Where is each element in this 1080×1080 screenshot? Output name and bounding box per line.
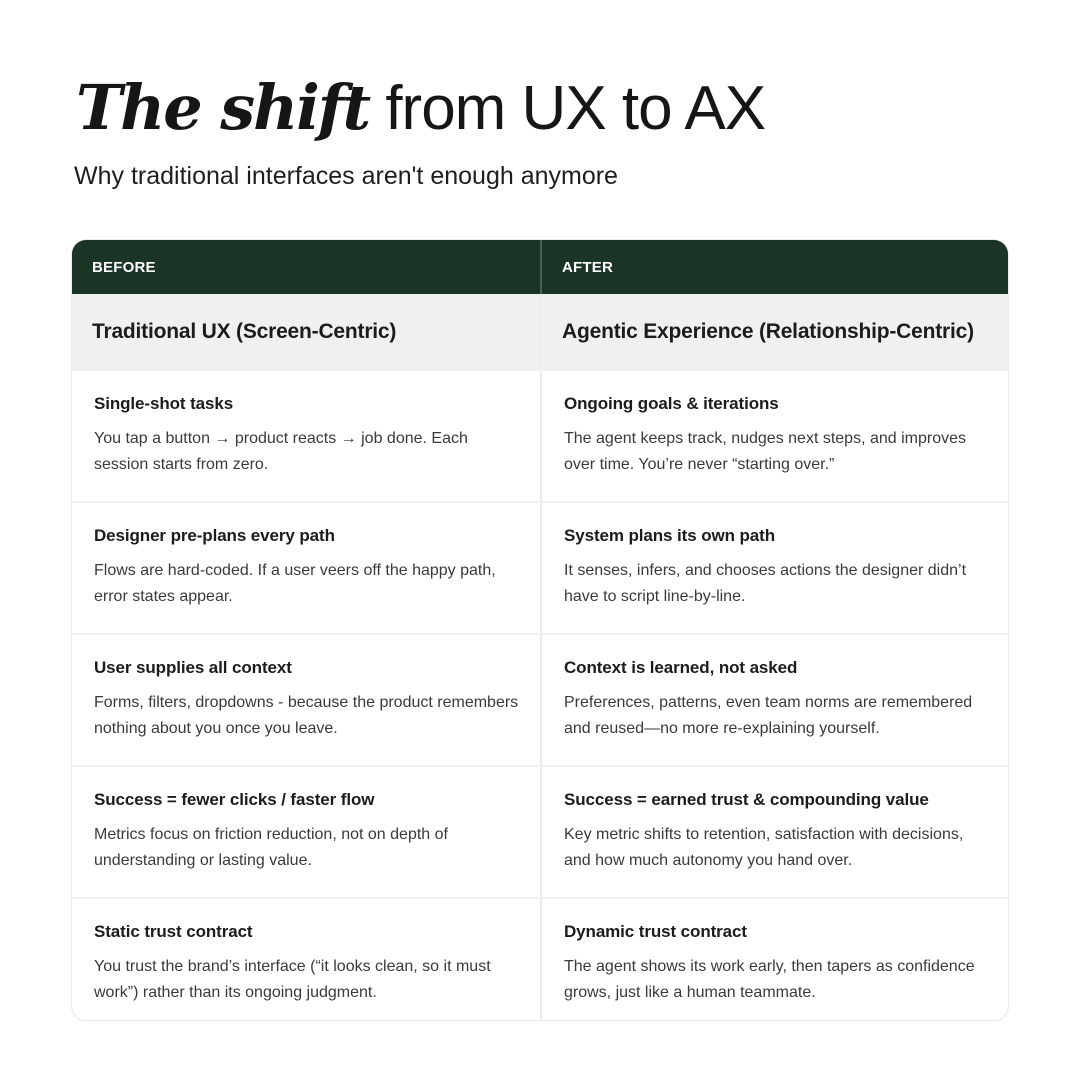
comparison-table xyxy=(72,240,1008,1020)
table-row xyxy=(72,369,1008,501)
cell-text: Flows are hard-coded. If a user veers off the happy path, error states appear. xyxy=(94,562,496,605)
after-column-title: Agentic Experience (Relationship-Centric) xyxy=(540,294,1008,369)
cell-title: Static trust contract xyxy=(94,922,253,941)
cell-title: User supplies all context xyxy=(94,658,292,677)
before-column-title: Traditional UX (Screen-Centric) xyxy=(92,319,397,343)
table-row xyxy=(72,765,1008,897)
table-row xyxy=(72,633,1008,765)
cell-text: Preferences, patterns, even team norms are remembered and reused—no more re-explaining yourself. xyxy=(564,694,973,737)
cell-text: Metrics focus on friction reduction, not on depth of understanding or lasting value. xyxy=(94,826,448,869)
page-subtitle: Why traditional interfaces aren't enough anymore xyxy=(74,162,618,190)
cell-text: The agent shows its work early, then tapers as confidence grows, just like a human teammate. xyxy=(564,958,975,1001)
after-label: AFTER xyxy=(540,240,1008,294)
before-label: BEFORE xyxy=(92,258,156,276)
cell-text: It senses, infers, and chooses actions the designer didn’t have to script line-by-line. xyxy=(564,562,967,605)
column-title-row xyxy=(72,294,1008,369)
cell-text: Forms, filters, dropdowns - because the product remembers nothing about you once you leave. xyxy=(94,694,519,737)
before-cell xyxy=(72,899,540,1020)
after-cell xyxy=(540,899,1008,1020)
page-title xyxy=(76,72,765,145)
cell-text: The agent keeps track, nudges next steps, and improves over time. You’re never “starting over.” xyxy=(564,430,967,473)
cell-title: System plans its own path xyxy=(564,526,775,545)
after-cell xyxy=(540,371,1008,501)
table-row xyxy=(72,897,1008,1020)
cell-title: Single-shot tasks xyxy=(94,394,234,413)
table-header-row xyxy=(72,240,1008,294)
cell-text: Key metric shifts to retention, satisfaction with decisions, and how much autonomy you hand over. xyxy=(564,826,964,869)
after-cell xyxy=(540,503,1008,633)
cell-title: Context is learned, not asked xyxy=(564,658,798,677)
cell-text: You tap a button → product reacts → job done. Each session starts from zero. xyxy=(94,430,468,473)
cell-title: Ongoing goals & iterations xyxy=(564,394,779,413)
page-title-accent: The shift xyxy=(76,71,370,144)
before-cell xyxy=(72,371,540,501)
cell-title: Designer pre-plans every path xyxy=(94,526,335,545)
cell-title: Success = earned trust & compounding value xyxy=(564,790,929,809)
before-cell xyxy=(72,503,540,633)
before-cell xyxy=(72,767,540,897)
after-cell xyxy=(540,767,1008,897)
table-row xyxy=(72,501,1008,633)
cell-text: You trust the brand’s interface (“it looks clean, so it must work”) rather than its ongoing judgment. xyxy=(94,958,491,1001)
cell-title: Dynamic trust contract xyxy=(564,922,747,941)
before-cell xyxy=(72,635,540,765)
page-title-rest: from UX to AX xyxy=(369,74,766,143)
after-cell xyxy=(540,635,1008,765)
cell-title: Success = fewer clicks / faster flow xyxy=(94,790,375,809)
